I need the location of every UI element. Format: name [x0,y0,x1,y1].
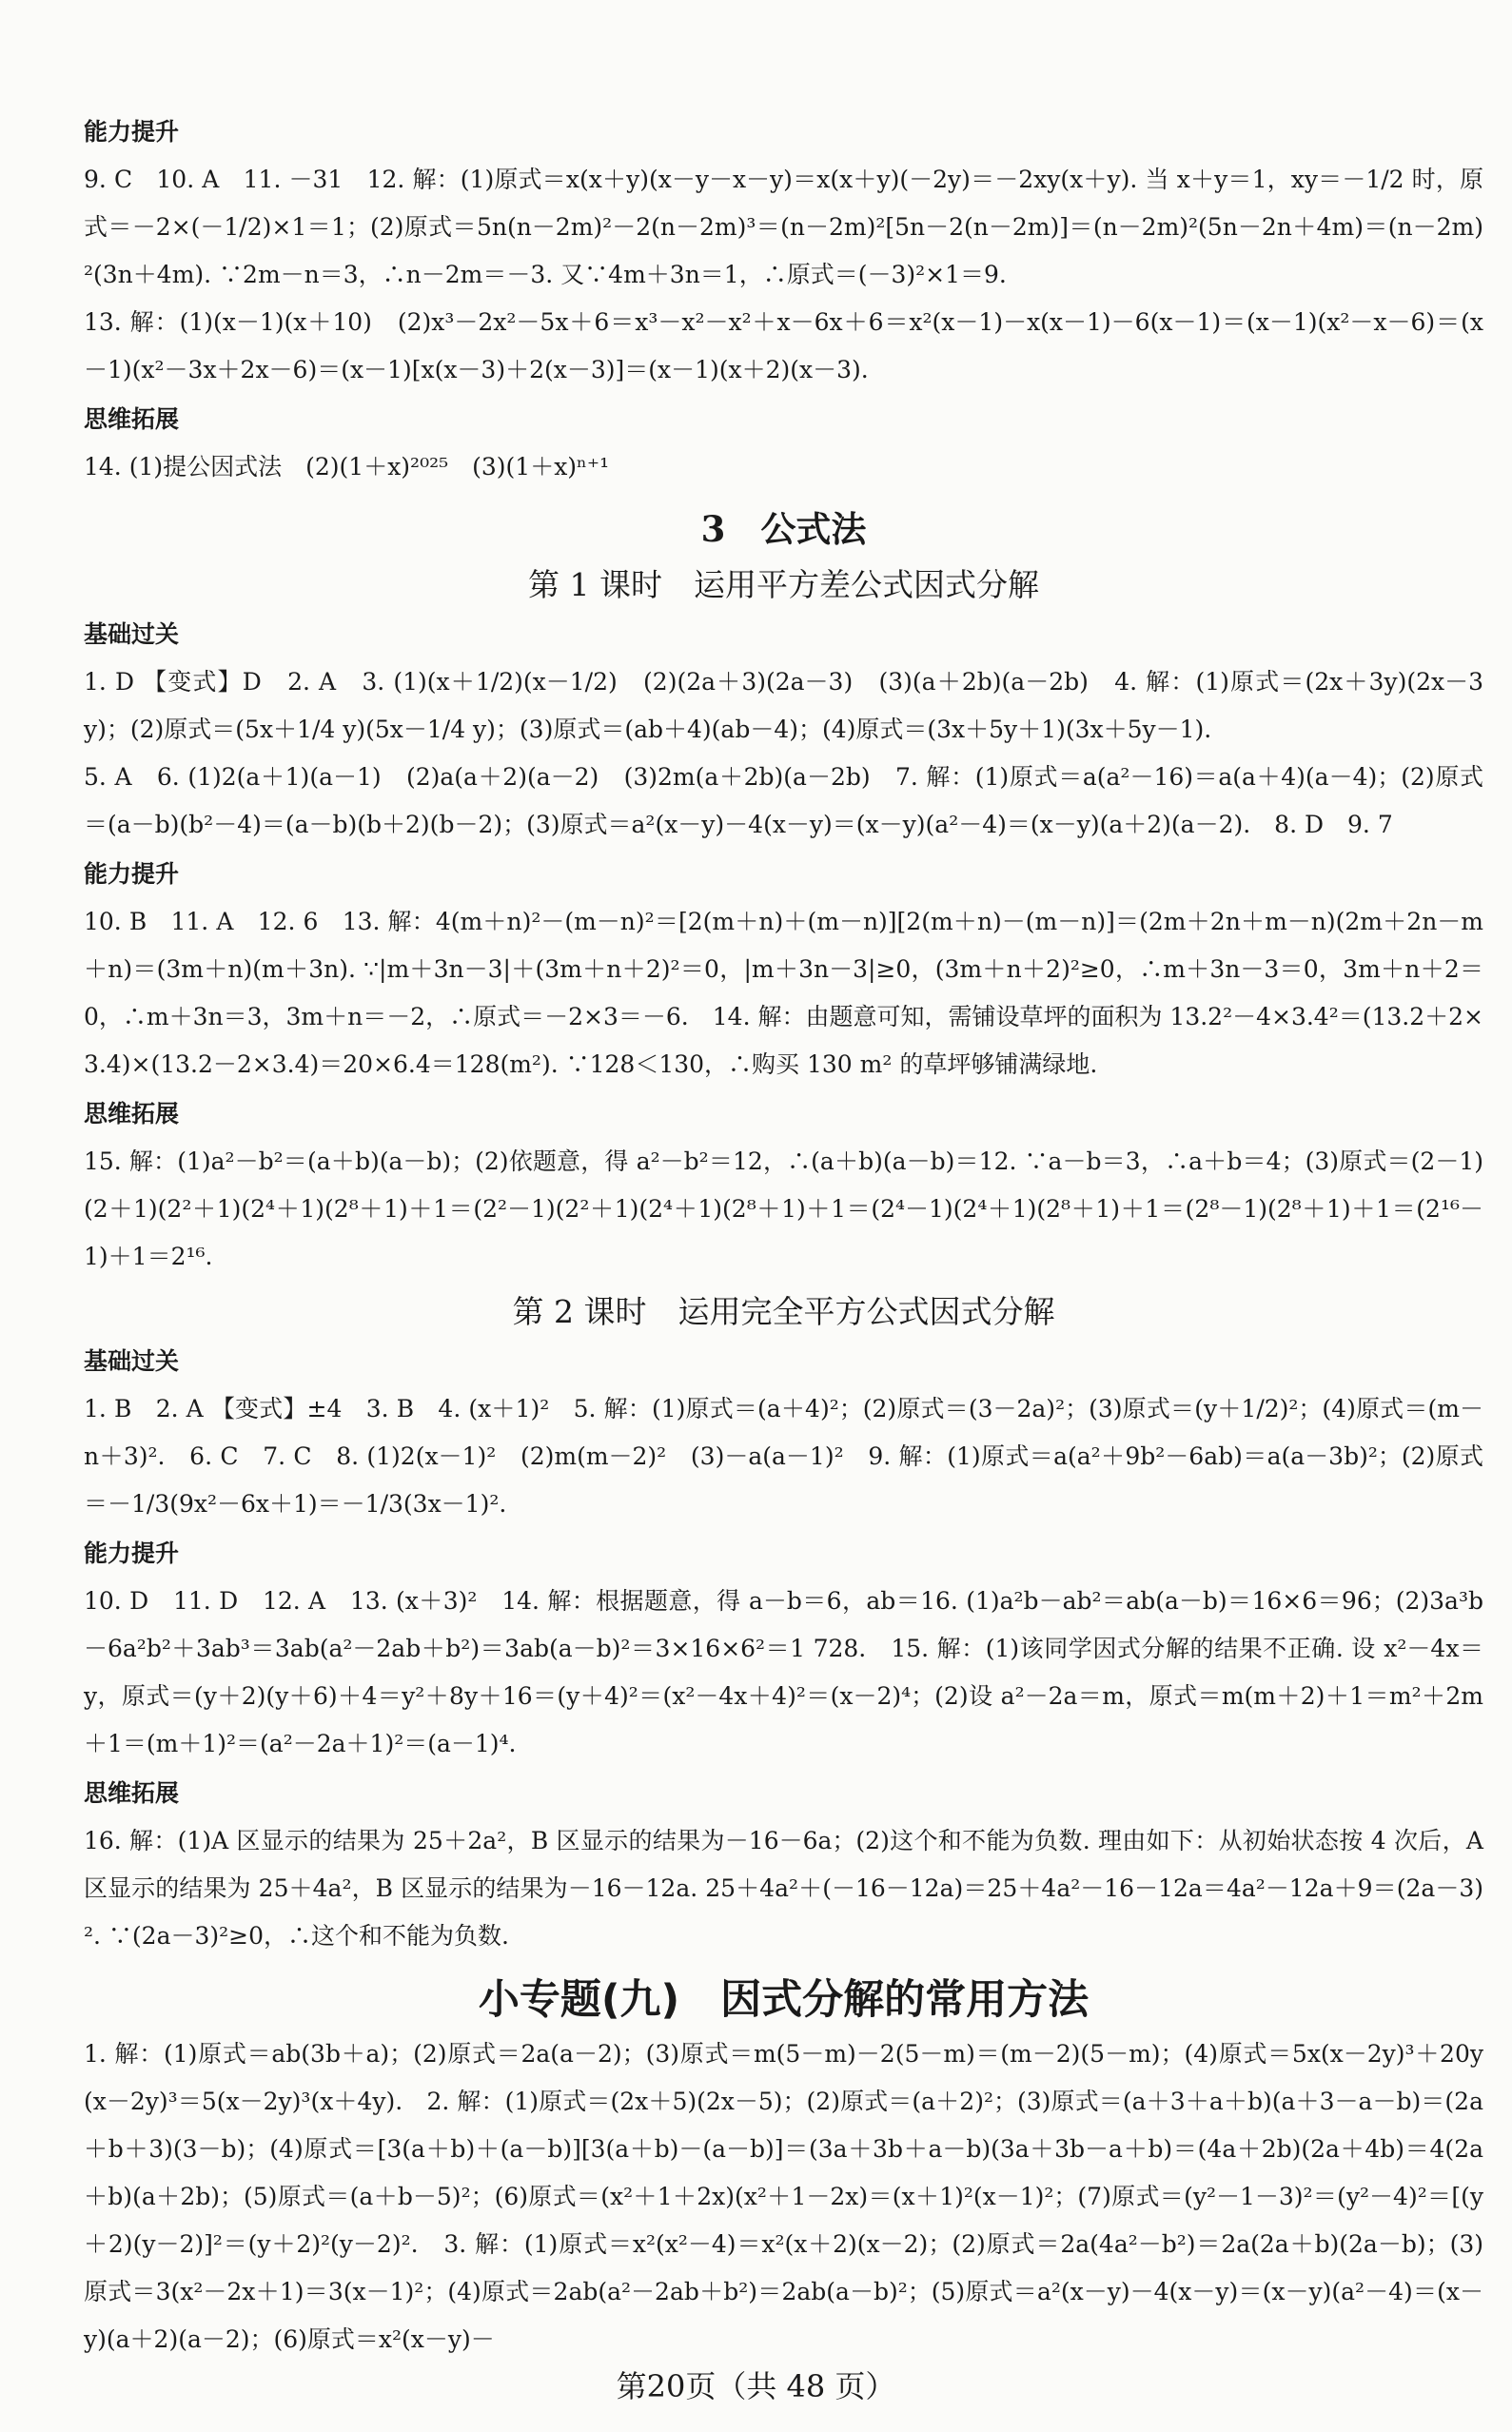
section-label: 思维拓展 [84,1100,180,1128]
section-label: 基础过关 [84,1347,180,1375]
lesson-title: 第 2 课时 运用完全平方公式因式分解 [512,1293,1055,1330]
answer-content [84,116,1483,2363]
answer-paragraph: 10. B 11. A 12. 6 13. 解：4(m＋n)²－(m－n)²＝[2(m＋n)＋(m－n)][2(m＋n)－(m－n)]＝(2m＋2n＋m－n)(2m＋2n－m＋n)＝(3m＋n)(m＋3n). ∵|m＋3n－3|＋(3m＋n＋2)²＝0，|m＋3n－3|≥0，(3m＋n＋2)²≥0，∴m＋3n－3＝0，3m＋n＋2＝0，∴m＋3n＝3，3m＋n＝－2，∴原式＝－2×3＝－6. 14. 解：由题意可知，需铺设草坪的面积为 13.2²－4×3.4²＝(13.2＋2×3.4)×(13.2－2×3.4)＝20×6.4＝128(m²). ∵128＜130，∴购买 130 m² 的草坪够铺满绿地. [84,908,1483,1078]
answer-paragraph: 5. A 6. (1)2(a＋1)(a－1) (2)a(a＋2)(a－2) (3)2m(a＋2b)(a－2b) 7. 解：(1)原式＝a(a²－16)＝a(a＋4)(a－4)；(2)原式＝(a－b)(b²－4)＝(a－b)(b＋2)(b－2)；(3)原式＝a²(x－y)－4(x－y)＝(x－y)(a²－4)＝(x－y)(a＋2)(a－2). 8. D 9. 7 [84,763,1483,838]
answer-paragraph: 15. 解：(1)a²－b²＝(a＋b)(a－b)；(2)依题意，得 a²－b²＝12，∴(a＋b)(a－b)＝12. ∵a－b＝3，∴a＋b＝4；(3)原式＝(2－1)(2＋1)(2²＋1)(2⁴＋1)(2⁸＋1)＋1＝(2²－1)(2²＋1)(2⁴＋1)(2⁸＋1)＋1＝(2⁴－1)(2⁴＋1)(2⁸＋1)＋1＝(2⁸－1)(2⁸＋1)＋1＝(2¹⁶－1)＋1＝2¹⁶. [84,1147,1483,1270]
section-label: 思维拓展 [84,1779,180,1807]
answer-paragraph: 10. D 11. D 12. A 13. (x＋3)² 14. 解：根据题意，得 a－b＝6，ab＝16. (1)a²b－ab²＝ab(a－b)＝16×6＝96；(2)3a³b－6a²b²＋3ab³＝3ab(a²－2ab＋b²)＝3ab(a－b)²＝3×16×6²＝1 728. 15. 解：(1)该同学因式分解的结果不正确. 设 x²－4x＝y，原式＝(y＋2)(y＋6)＋4＝y²＋8y＋16＝(y＋4)²＝(x²－4x＋4)²＝(x－2)⁴；(2)设 a²－2a＝m，原式＝m(m＋2)＋1＝m²＋2m＋1＝(m＋1)²＝(a²－2a＋1)²＝(a－1)⁴. [84,1587,1483,1757]
section-label: 能力提升 [84,118,180,146]
section-label: 基础过关 [84,620,180,648]
answer-paragraph: 1. D 【变式】D 2. A 3. (1)(x＋1/2)(x－1/2) (2)(2a＋3)(2a－3) (3)(a＋2b)(a－2b) 4. 解：(1)原式＝(2x＋3y)(2x－3y)；(2)原式＝(5x＋1/4 y)(5x－1/4 y)；(3)原式＝(ab＋4)(ab－4)；(4)原式＝(3x＋5y＋1)(3x＋5y－1). [84,668,1483,743]
section-label: 能力提升 [84,1540,180,1567]
lesson-title: 第 1 课时 运用平方差公式因式分解 [528,566,1039,603]
section-label: 能力提升 [84,860,180,888]
answer-paragraph: 1. 解：(1)原式＝ab(3b＋a)；(2)原式＝2a(a－2)；(3)原式＝m(5－m)－2(5－m)＝(m－2)(5－m)；(4)原式＝5x(x－2y)³＋20y(x－2y)³＝5(x－2y)³(x＋4y). 2. 解：(1)原式＝(2x＋5)(2x－5)；(2)原式＝(a＋2)²；(3)原式＝(a＋3＋a＋b)(a＋3－a－b)＝(2a＋b＋3)(3－b)；(4)原式＝[3(a＋b)＋(a－b)][3(a＋b)－(a－b)]＝(3a＋3b＋a－b)(3a＋3b－a＋b)＝(4a＋2b)(2a＋4b)＝4(2a＋b)(a＋2b)；(5)原式＝(a＋b－5)²；(6)原式＝(x²＋1＋2x)(x²＋1－2x)＝(x＋1)²(x－1)²；(7)原式＝(y²－1－3)²＝(y²－4)²＝[(y＋2)(y－2)]²＝(y＋2)²(y－2)². 3. 解：(1)原式＝x²(x²－4)＝x²(x＋2)(x－2)；(2)原式＝2a(4a²－b²)＝2a(2a＋b)(2a－b)；(3)原式＝3(x²－2x＋1)＝3(x－1)²；(4)原式＝2ab(a²－2ab＋b²)＝2ab(a－b)²；(5)原式＝a²(x－y)－4(x－y)＝(x－y)(a²－4)＝(x－y)(a＋2)(a－2)；(6)原式＝x²(x－y)－ [84,2040,1483,2353]
chapter-title: 3 公式法 [700,508,867,550]
page-footer: 第20页（共 48 页） [616,2368,896,2404]
section-label: 思维拓展 [84,405,180,433]
topic-title: 小专题(九) 因式分解的常用方法 [478,1976,1090,2024]
answer-paragraph: 14. (1)提公因式法 (2)(1＋x)²⁰²⁵ (3)(1＋x)ⁿ⁺¹ [84,453,610,481]
answer-paragraph: 9. C 10. A 11. －31 12. 解：(1)原式＝x(x＋y)(x－y－x－y)＝x(x＋y)(－2y)＝－2xy(x＋y). 当 x＋y＝1，xy＝－1/2 时，原式＝－2×(－1/2)×1＝1；(2)原式＝5n(n－2m)²－2(n－2m)³＝(n－2m)²[5n－2(n－2m)]＝(n－2m)²(5n－2n＋4m)＝(n－2m)²(3n＋4m). ∵2m－n＝3，∴n－2m＝－3. 又∵4m＋3n＝1，∴原式＝(－3)²×1＝9. [84,166,1483,288]
answer-paragraph: 1. B 2. A 【变式】±4 3. B 4. (x＋1)² 5. 解：(1)原式＝(a＋4)²；(2)原式＝(3－2a)²；(3)原式＝(y＋1/2)²；(4)原式＝(m－n＋3)². 6. C 7. C 8. (1)2(x－1)² (2)m(m－2)² (3)－a(a－1)² 9. 解：(1)原式＝a(a²＋9b²－6ab)＝a(a－3b)²；(2)原式＝－1/3(9x²－6x＋1)＝－1/3(3x－1)². [84,1395,1483,1518]
answer-paragraph: 16. 解：(1)A 区显示的结果为 25＋2a²，B 区显示的结果为－16－6a；(2)这个和不能为负数. 理由如下：从初始状态按 4 次后，A 区显示的结果为 25＋4a²，B 区显示的结果为－16－12a. 25＋4a²＋(－16－12a)＝25＋4a²－16－12a＝4a²－12a＋9＝(2a－3)². ∵(2a－3)²≥0，∴这个和不能为负数. [84,1827,1483,1950]
answer-paragraph: 13. 解：(1)(x－1)(x＋10) (2)x³－2x²－5x＋6＝x³－x²－x²＋x－6x＋6＝x²(x－1)－x(x－1)－6(x－1)＝(x－1)(x²－x－6)＝(x－1)(x²－3x＋2x－6)＝(x－1)[x(x－3)＋2(x－3)]＝(x－1)(x＋2)(x－3). [84,308,1483,383]
